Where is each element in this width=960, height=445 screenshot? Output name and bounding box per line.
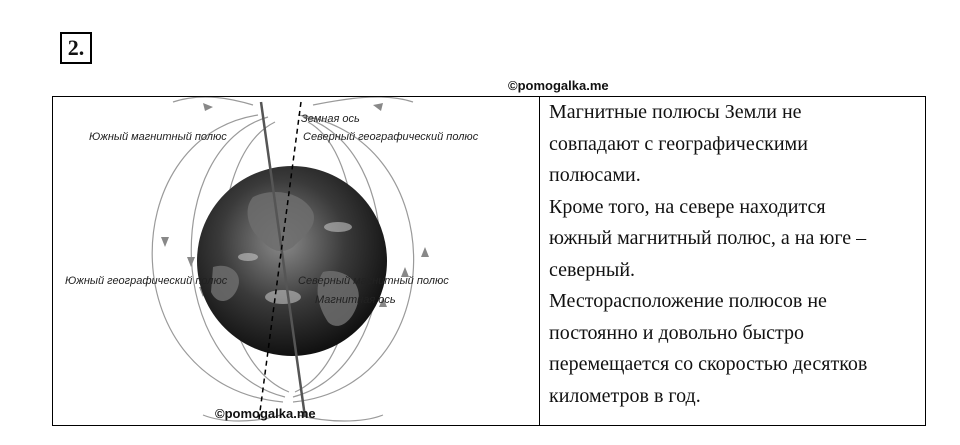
text-line: перемещается со скоростью десятков (549, 353, 868, 375)
label-north-geographic-pole: Северный географический полюс (303, 131, 479, 143)
text-line: постоянно и довольно быстро (549, 321, 804, 344)
label-north-magnetic-pole: Северный магнитный полюс (298, 275, 449, 287)
content-table (52, 96, 926, 426)
text-line: полюсами. (549, 164, 641, 186)
label-south-geographic-pole: Южный географический полюс (65, 275, 228, 287)
label-south-magnetic-pole: Южный магнитный полюс (89, 131, 227, 143)
text-line: северный. (549, 258, 636, 281)
text-line: совпадают с географическими (549, 132, 808, 155)
earth-magnetic-field-figure (53, 97, 539, 425)
column-divider (539, 97, 540, 425)
text-line: южный магнитный полюс, а на юге – (549, 227, 867, 249)
watermark-top: ©pomogalka.me (508, 78, 609, 93)
watermark-bottom: ©pomogalka.me (215, 406, 316, 421)
label-magnetic-axis: Магнитная ось (315, 294, 396, 306)
text-line: Месторасположение полюсов не (549, 290, 827, 312)
text-line: Кроме того, на севере находится (549, 195, 826, 218)
label-earth-axis: Земная ось (301, 113, 360, 125)
text-line: Магнитные полюсы Земли не (549, 101, 802, 123)
task-number: 2. (60, 32, 92, 64)
explanation-text (549, 97, 921, 425)
text-line: километров в год. (549, 384, 701, 407)
field-diagram (53, 97, 539, 425)
